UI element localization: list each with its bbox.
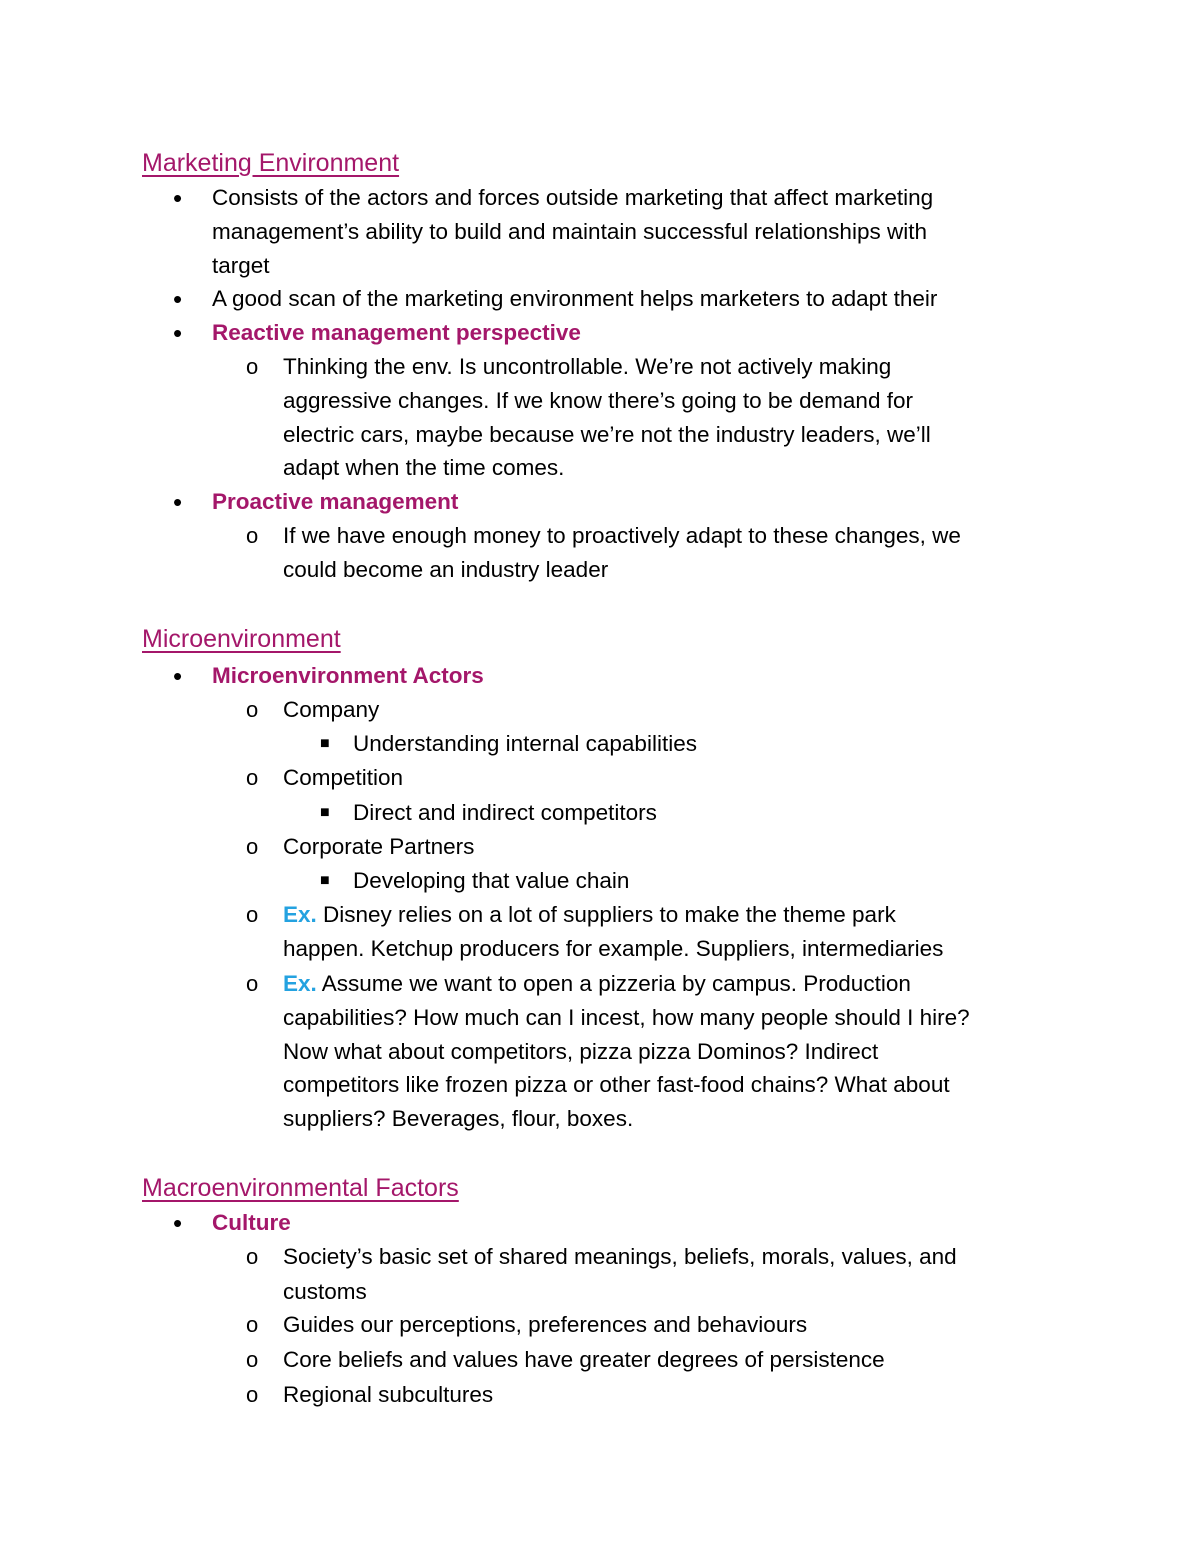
hollow-circle-bullet-icon: o <box>246 971 259 996</box>
hollow-circle-bullet-icon: o <box>246 834 259 859</box>
sub-bullet-text: Corporate Partners <box>283 834 475 859</box>
example-text-continuation: happen. Ketchup producers for example. Suppliers, intermediaries <box>283 936 944 961</box>
filled-circle-bullet-icon: • <box>173 661 183 691</box>
hollow-circle-bullet-icon: o <box>246 1382 259 1407</box>
subheading-culture: Culture <box>212 1210 291 1235</box>
filled-circle-bullet-icon: • <box>173 487 183 517</box>
bullet-text-continuation: management’s ability to build and maintain successful relationships with <box>212 219 927 244</box>
sub-bullet-text-continuation: aggressive changes. If we know there’s going to be demand for <box>283 388 913 413</box>
hollow-circle-bullet-icon: o <box>246 523 259 548</box>
bullet-text: Consists of the actors and forces outside marketing that affect marketing <box>212 185 934 210</box>
sub-bullet-text: Competition <box>283 765 404 790</box>
example-label: Ex. <box>283 902 317 927</box>
example-label: Ex. <box>283 971 317 996</box>
sub-bullet-text: Regional subcultures <box>283 1382 494 1407</box>
sub-bullet-text-continuation: could become an industry leader <box>283 557 609 582</box>
filled-square-bullet-icon: ■ <box>320 804 330 821</box>
hollow-circle-bullet-icon: o <box>246 1347 259 1372</box>
hollow-circle-bullet-icon: o <box>246 765 259 790</box>
example-line <box>283 967 911 1001</box>
sub-bullet-text: If we have enough money to proactively adapt to these changes, we <box>283 523 961 548</box>
hollow-circle-bullet-icon: o <box>246 697 259 722</box>
example-text-continuation: suppliers? Beverages, flour, boxes. <box>283 1106 634 1131</box>
example-text-continuation: competitors like frozen pizza or other fast-food chains? What about <box>283 1072 950 1097</box>
hollow-circle-bullet-icon: o <box>246 902 259 927</box>
example-text-continuation: capabilities? How much can I incest, how many people should I hire? <box>283 1005 970 1030</box>
sub-bullet-text: Guides our perceptions, preferences and behaviours <box>283 1312 808 1337</box>
filled-square-bullet-icon: ■ <box>320 735 330 752</box>
hollow-circle-bullet-icon: o <box>246 354 259 379</box>
filled-circle-bullet-icon: • <box>173 284 183 314</box>
heading-macroenvironmental-factors: Macroenvironmental Factors <box>142 1174 459 1202</box>
sub-bullet-text-continuation: adapt when the time comes. <box>283 455 565 480</box>
subheading-reactive-management: Reactive management perspective <box>212 320 581 345</box>
example-text: Assume we want to open a pizzeria by campus. Production <box>316 971 911 996</box>
subheading-proactive-management: Proactive management <box>212 489 459 514</box>
sub-bullet-text: Thinking the env. Is uncontrollable. We’re not actively making <box>283 354 892 379</box>
filled-square-bullet-icon: ■ <box>320 872 330 889</box>
subheading-microenvironment-actors: Microenvironment Actors <box>212 663 484 688</box>
filled-circle-bullet-icon: • <box>173 183 183 213</box>
filled-circle-bullet-icon: • <box>173 318 183 348</box>
sub-bullet-text: Core beliefs and values have greater degrees of persistence <box>283 1347 885 1372</box>
heading-microenvironment: Microenvironment <box>142 625 341 653</box>
sub-sub-bullet-text: Direct and indirect competitors <box>353 800 657 825</box>
example-line <box>283 898 896 932</box>
heading-marketing-environment: Marketing Environment <box>142 149 400 177</box>
sub-bullet-text: Company <box>283 697 380 722</box>
example-text-continuation: Now what about competitors, pizza pizza Dominos? Indirect <box>283 1039 879 1064</box>
filled-circle-bullet-icon: • <box>173 1208 183 1238</box>
example-text: Disney relies on a lot of suppliers to make the theme park <box>316 902 896 927</box>
sub-bullet-text-continuation: customs <box>283 1279 367 1304</box>
sub-bullet-text: Society’s basic set of shared meanings, beliefs, morals, values, and <box>283 1244 957 1269</box>
bullet-text: A good scan of the marketing environment helps marketers to adapt their <box>212 286 938 311</box>
hollow-circle-bullet-icon: o <box>246 1312 259 1337</box>
sub-sub-bullet-text: Understanding internal capabilities <box>353 731 697 756</box>
hollow-circle-bullet-icon: o <box>246 1244 259 1269</box>
bullet-text-continuation: target <box>212 253 270 278</box>
sub-sub-bullet-text: Developing that value chain <box>353 868 630 893</box>
sub-bullet-text-continuation: electric cars, maybe because we’re not the industry leaders, we’ll <box>283 422 931 447</box>
